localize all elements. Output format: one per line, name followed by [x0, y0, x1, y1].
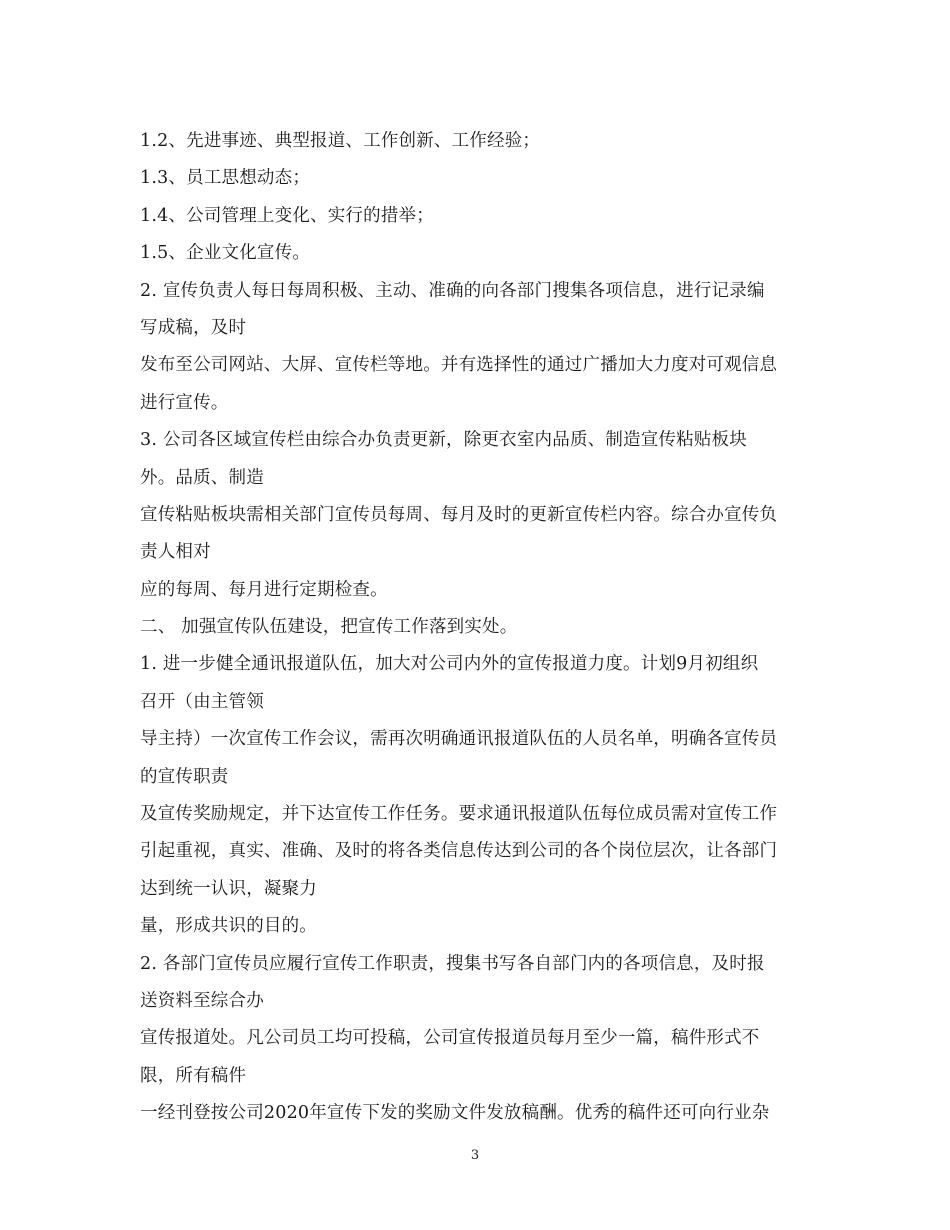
text-line: 2. 各部门宣传员应履行宣传工作职责，搜集书写各自部门内的各项信息，及时报 — [140, 953, 765, 974]
text-line: 及宣传奖励规定，并下达宣传工作任务。要求通讯报道队伍每位成员需对宣传工作 — [140, 804, 778, 825]
text-line: 宣传粘贴板块需相关部门宣传员每周、每月及时的更新宣传栏内容。综合办宣传负 — [140, 504, 778, 525]
text-line: 一经刊登按公司2020年宣传下发的奖励文件发放稿酬。优秀的稿件还可向行业杂 — [140, 1103, 770, 1124]
text-line: 宣传报道处。凡公司员工均可投稿，公司宣传报道员每月至少一篇，稿件形式不 — [140, 1028, 760, 1049]
text-line: 召开（由主管领 — [140, 691, 264, 712]
text-line: 1.5、企业文化宣传。 — [140, 243, 311, 264]
text-line: 达到统一认识，凝聚力 — [140, 878, 317, 899]
text-line: 发布至公司网站、大屏、宣传栏等地。并有选择性的通过广播加大力度对可观信息 — [140, 355, 778, 376]
text-line: 量，形成共识的目的。 — [140, 916, 317, 937]
text-line: 1. 进一步健全通讯报道队伍，加大对公司内外的宣传报道力度。计划9月初组织 — [140, 654, 759, 675]
text-line: 外。品质、制造 — [140, 467, 264, 488]
document-body — [140, 129, 820, 1139]
text-line: 1.2、先进事迹、典型报道、工作创新、工作经验； — [140, 131, 541, 151]
text-line: 的宣传职责 — [140, 766, 229, 787]
text-line: 3. 公司各区域宣传栏由综合办负责更新，除更衣室内品质、制造宣传粘贴板块 — [140, 430, 747, 451]
text-line: 写成稿，及时 — [140, 317, 247, 338]
text-line: 应的每周、每月进行定期检查。 — [140, 579, 388, 600]
text-line: 1.3、员工思想动态； — [140, 168, 311, 189]
text-line: 引起重视，真实、准确、及时的将各类信息传达到公司的各个岗位层次，让各部门 — [140, 841, 778, 862]
text-line: 限，所有稿件 — [140, 1065, 247, 1086]
text-line: 送资料至综合办 — [140, 990, 264, 1011]
text-line: 1.4、公司管理上变化、实行的措举； — [140, 205, 434, 226]
page-number: 3 — [470, 1148, 480, 1163]
text-line: 二、 加强宣传队伍建设，把宣传工作落到实处。 — [140, 617, 518, 638]
text-line: 进行宣传。 — [140, 392, 229, 413]
text-line: 责人相对 — [140, 542, 211, 563]
text-line: 2. 宣传负责人每日每周积极、主动、准确的向各部门搜集各项信息，进行记录编 — [140, 280, 765, 301]
text-line: 导主持）一次宣传工作会议，需再次明确通讯报道队伍的人员名单，明确各宣传员 — [140, 729, 778, 750]
